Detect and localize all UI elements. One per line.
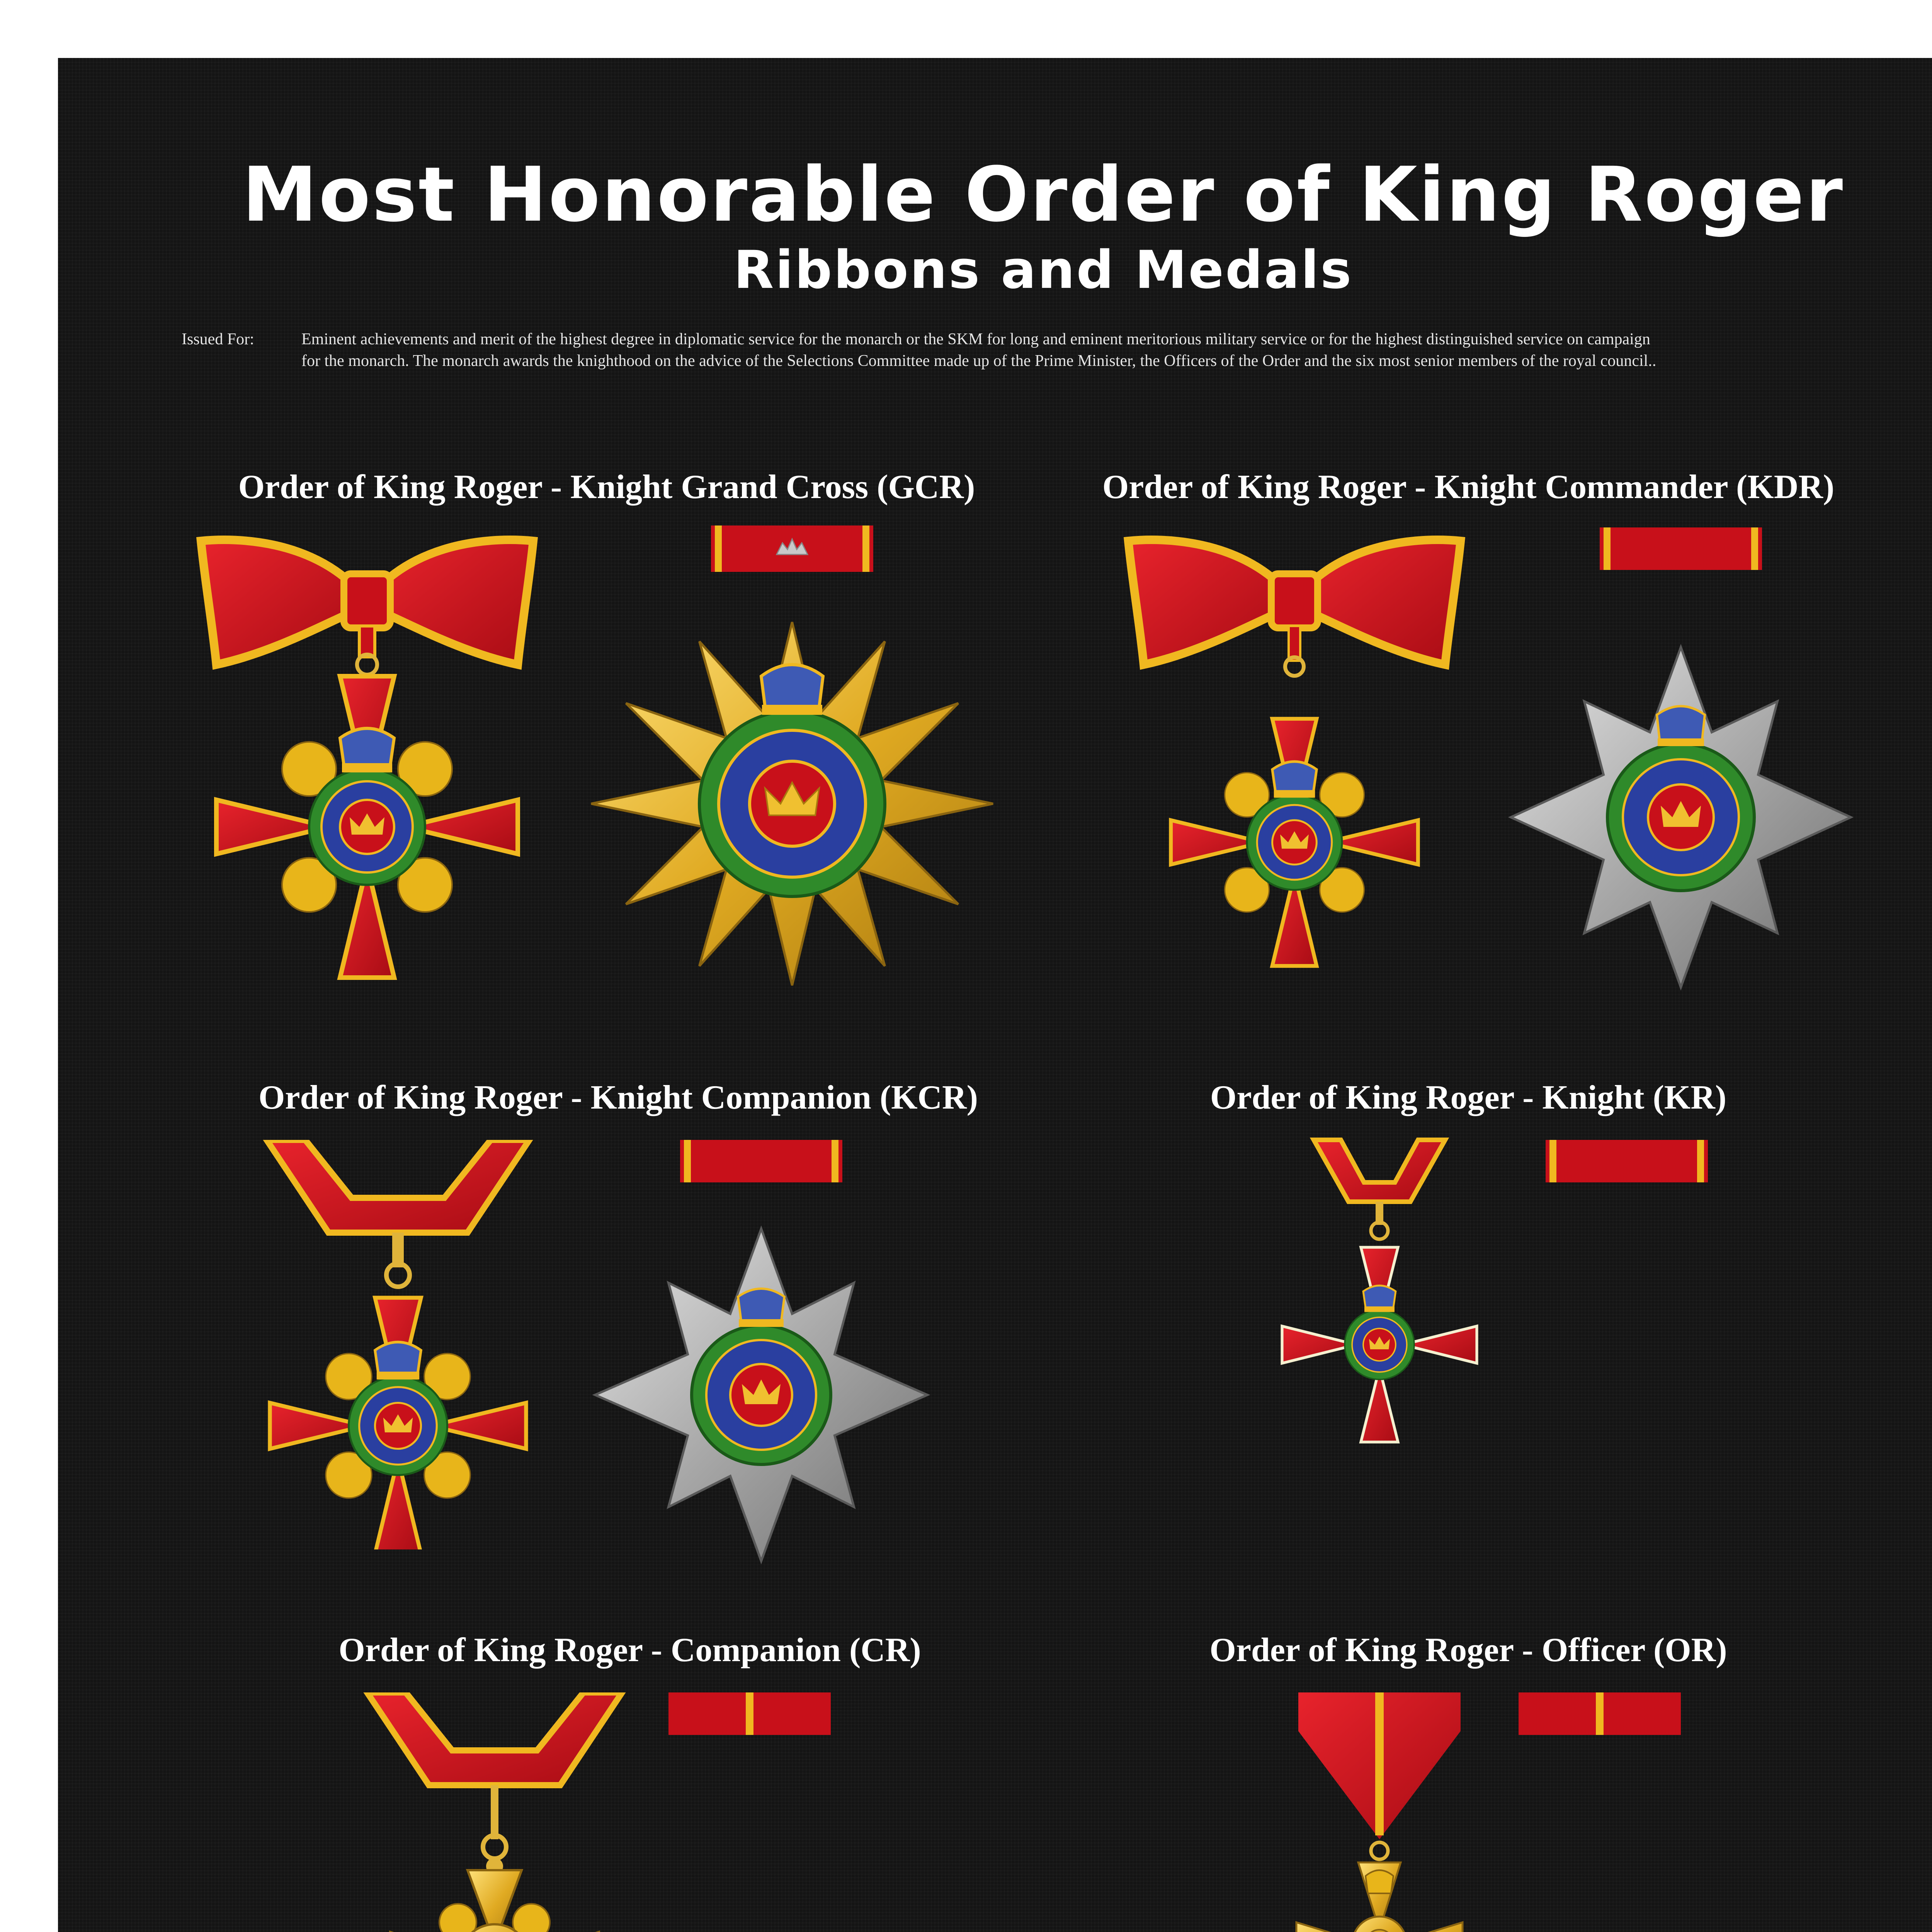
issued-for-text <box>182 328 1932 372</box>
section-title-gcr: Order of King Roger - Knight Grand Cross (GCR) <box>238 468 975 506</box>
page-subtitle: Ribbons and Medals <box>733 240 1353 300</box>
badge-gcr <box>193 526 541 997</box>
ribbon-bar-kdr <box>1600 527 1762 570</box>
ribbon-bar-gcr <box>711 526 873 572</box>
section-title-cr: Order of King Roger - Companion (CR) <box>338 1631 921 1669</box>
badge-cr <box>359 1692 630 1932</box>
issued-for-label: Issued For: <box>182 330 254 348</box>
badge-or <box>1291 1692 1468 1932</box>
page-title: Most Honorable Order of King Roger <box>242 151 1845 238</box>
star-gcr <box>576 611 1009 997</box>
ribbon-bar-or <box>1519 1692 1681 1735</box>
badge-kr <box>1267 1136 1492 1457</box>
poster-board <box>58 58 1932 1932</box>
section-title-or: Order of King Roger - Officer (OR) <box>1209 1631 1727 1669</box>
ribbon-bar-kr <box>1546 1140 1708 1182</box>
section-title-kdr: Order of King Roger - Knight Commander (KDR) <box>1102 468 1835 506</box>
badge-kdr <box>1121 526 1468 997</box>
ribbon-bar-kcr <box>680 1140 842 1182</box>
badge-kcr <box>259 1140 537 1549</box>
star-kcr <box>587 1221 935 1569</box>
ribbon-bar-cr <box>668 1692 831 1735</box>
issued-for-line-2: for the monarch. The monarch awards the knighthood on the advice of the Selections Committee made up of the Prime Minister, the Officers of the Order and the six most senior members of the royal council.. <box>301 352 1656 370</box>
star-kdr <box>1507 638 1855 997</box>
section-title-kr: Order of King Roger - Knight (KR) <box>1210 1079 1727 1116</box>
issued-for-line-1: Eminent achievements and merit of the highest degree in diplomatic service for the monarch or the SKM for long and eminent meritorious military service or for the highest distinguished service on campaign <box>301 330 1650 348</box>
section-title-kcr: Order of King Roger - Knight Companion (KCR) <box>259 1079 978 1116</box>
